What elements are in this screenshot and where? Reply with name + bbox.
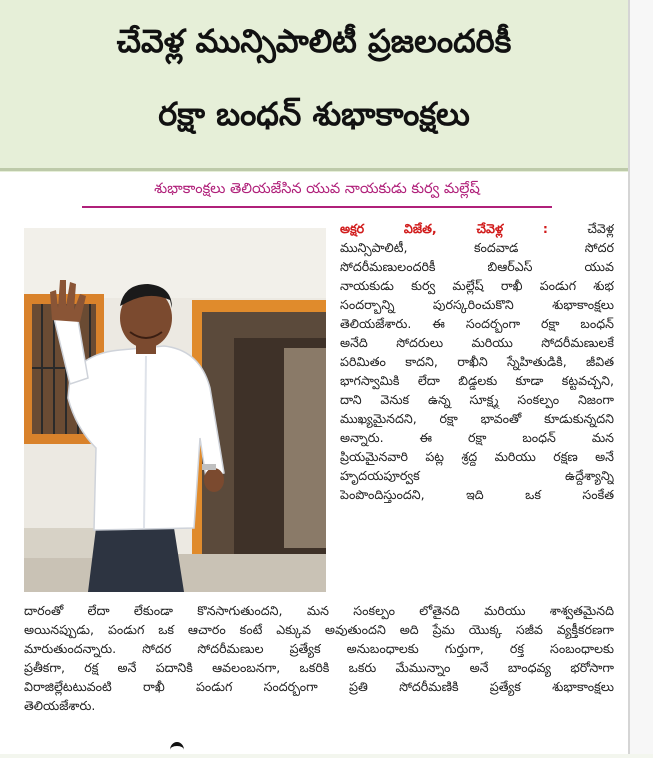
article-photo bbox=[24, 228, 326, 592]
article-line: హృదయపూర్వక ఉద్దేశ్యాన్ని bbox=[340, 468, 614, 483]
article-line: సందర్భాన్ని పురస్కరించుకొని శుభాకాంక్షలు bbox=[340, 297, 614, 312]
man-waving-photo bbox=[24, 228, 326, 592]
article-line-1-text: చేవెళ్ల bbox=[587, 221, 614, 236]
cropped-mark bbox=[170, 742, 184, 758]
headline-line-2: రక్షా బంధన్ శుభాకాంక్షలు bbox=[158, 95, 470, 133]
article-line: భాగస్వామికి లేదా బిడ్డలకు కూడా కట్టవచ్చని, bbox=[340, 373, 614, 388]
article-line: పెంపొందిస్తుందని, ఇది ఒక సంకేత bbox=[340, 487, 614, 502]
subheadline: శుభాకాంక్షలు తెలియజేసిన యువ నాయకుడు కుర్వ మల్లేష్ bbox=[154, 181, 480, 197]
article-line: తెలియజేశారు. ఈ సందర్భంగా రక్షా బంధన్ bbox=[340, 316, 614, 331]
article-line: సోదరీమణులందరికీ బిఆర్ఎస్ యువ bbox=[340, 259, 614, 274]
article-line: ప్రియమైనవారి పట్ల శ్రద్ధ మరియు రక్షణ అనే bbox=[340, 449, 614, 464]
article-line: దారంతో లేదా లేకుండా కొనసాగుతుందని, మన సంకల్పం లోతైనది మరియు శాశ్వతమైనది bbox=[24, 603, 614, 618]
page-margin bbox=[630, 0, 653, 754]
headline-box bbox=[0, 0, 628, 172]
article-line: నాయకుడు కుర్వ మల్లేష్ రాఖీ పండుగ శుభ bbox=[340, 278, 614, 293]
article-line: అన్నారు. ఈ రక్షా బంధన్ మన bbox=[340, 430, 614, 445]
article-line: విరాజిల్లేటటువంటి రాఖీ పండుగ సందర్భంగా ప్రతి సోదరీమణికి ప్రత్యేక శుభాకాంక్షలు bbox=[24, 679, 614, 694]
article-line: అనేది సోదరులు మరియు సోదరీమణులకే bbox=[340, 335, 614, 350]
article-line: ముఖ్యమైనదని, రక్షా భావంతో కూడుకున్నదని bbox=[340, 411, 614, 426]
article-column-right bbox=[340, 219, 614, 504]
article-line: పరిమితం కాదని, రాఖీని స్నేహితుడికి, జీవిత bbox=[340, 354, 614, 369]
dateline: అక్షర విజేత, చేవెళ్ల : bbox=[340, 221, 548, 236]
article-line: మున్సిపాలిటీ, కందవాడ సోదర bbox=[340, 240, 614, 255]
headline-line-1: చేవెళ్ల మున్సిపాలిటీ ప్రజలందరికీ bbox=[116, 22, 512, 60]
article-line: ప్రతీకగా, రక్ష అనే పదానికి ఆవలంబనగా, ఒకరికి ఒకరు మేమున్నాం అనే బాంధవ్య భరోసాగా bbox=[24, 660, 614, 675]
subheadline-underline bbox=[82, 206, 552, 208]
article-line: మారుతుందన్నారు. సోదర సోదరీమణుల ప్రత్యేక అనుబంధాలకు గుర్తుగా, రక్త సంబంధాలకు bbox=[24, 641, 614, 656]
article-line: దాని వెనుక ఉన్న సూక్ష్మ సంకల్పం నిజంగా bbox=[340, 392, 614, 407]
headline-divider bbox=[0, 168, 628, 171]
article-full-width bbox=[24, 601, 614, 715]
article-line: అయినప్పుడు, పండుగ ఒక ఆచారం కంటే ఎక్కువ అవుతుందని అది ప్రేమ యొక్క సజీవ వ్యక్తీకరణగా bbox=[24, 622, 614, 637]
article-line-1 bbox=[340, 219, 614, 238]
article-line-last: తెలియజేశారు. bbox=[24, 698, 96, 713]
